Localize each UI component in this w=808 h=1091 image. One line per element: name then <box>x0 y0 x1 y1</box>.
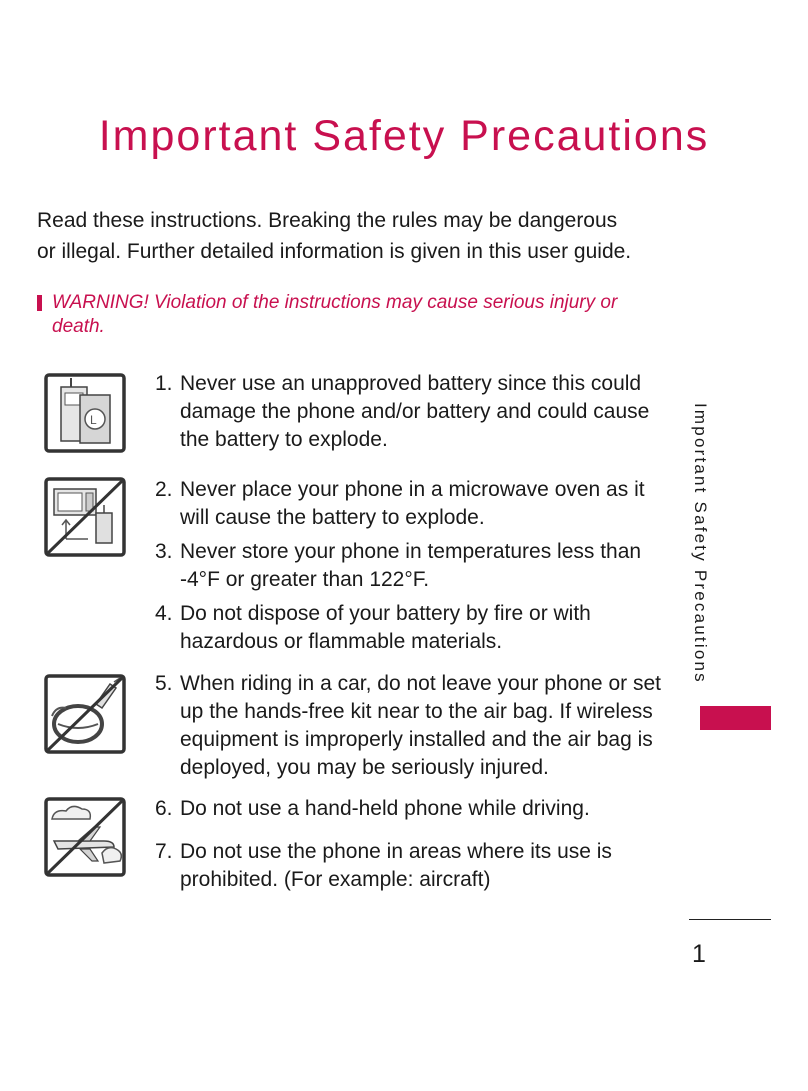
no-microwave-icon <box>44 477 126 557</box>
no-phone-on-aircraft-icon <box>44 797 126 877</box>
list-item <box>155 670 665 782</box>
page-title: Important Safety Precautions <box>98 112 710 160</box>
list-item-text: Do not dispose of your battery by fire or with hazardous or flammable materials. <box>180 602 591 653</box>
list-item-text: Do not use the phone in areas where its use is prohibited. (For example: aircraft) <box>180 840 612 891</box>
list-item <box>155 600 665 656</box>
list-item-number: 2. <box>155 478 173 501</box>
list-item-text: Never place your phone in a microwave oven as it will cause the battery to explode. <box>180 478 645 529</box>
list-item <box>155 370 665 454</box>
warning-text: WARNING! Violation of the instructions may cause serious injury or death. <box>52 292 618 337</box>
list-item-number: 4. <box>155 602 173 625</box>
list-item-number: 3. <box>155 540 173 563</box>
list-item-text: When riding in a car, do not leave your phone or set up the hands-free kit near to the air bag. If wireless equipment is improperly installed and the air bag is deployed, you may be seriously injured. <box>180 672 661 779</box>
list-item <box>155 838 665 894</box>
warning-marker-icon <box>37 295 42 311</box>
list-item-number: 1. <box>155 372 173 395</box>
list-item <box>155 795 665 823</box>
list-item <box>155 476 665 532</box>
intro-text: Read these instructions. Breaking the rules may be dangerous or illegal. Further detailed information is given in this user guide. <box>37 209 632 263</box>
footer-divider <box>689 919 771 920</box>
no-phone-near-airbag-icon <box>44 674 126 754</box>
list-item-text: Do not use a hand-held phone while driving. <box>180 797 590 820</box>
list-item-text: Never store your phone in temperatures less than -4°F or greater than 122°F. <box>180 540 642 591</box>
page-number: 1 <box>692 940 706 968</box>
side-section-label <box>689 403 731 699</box>
warning-block <box>37 291 637 339</box>
list-item-number: 5. <box>155 672 173 695</box>
list-item-text: Never use an unapproved battery since this could damage the phone and/or battery and could cause the battery to explode. <box>180 372 650 451</box>
section-tab-marker <box>700 706 771 730</box>
list-item-number: 7. <box>155 840 173 863</box>
battery-icon <box>44 373 126 453</box>
list-item-number: 6. <box>155 797 173 820</box>
side-label-text: Important Safety Precautions <box>691 403 710 684</box>
list-item <box>155 538 665 594</box>
svg-text:L: L <box>90 413 97 427</box>
